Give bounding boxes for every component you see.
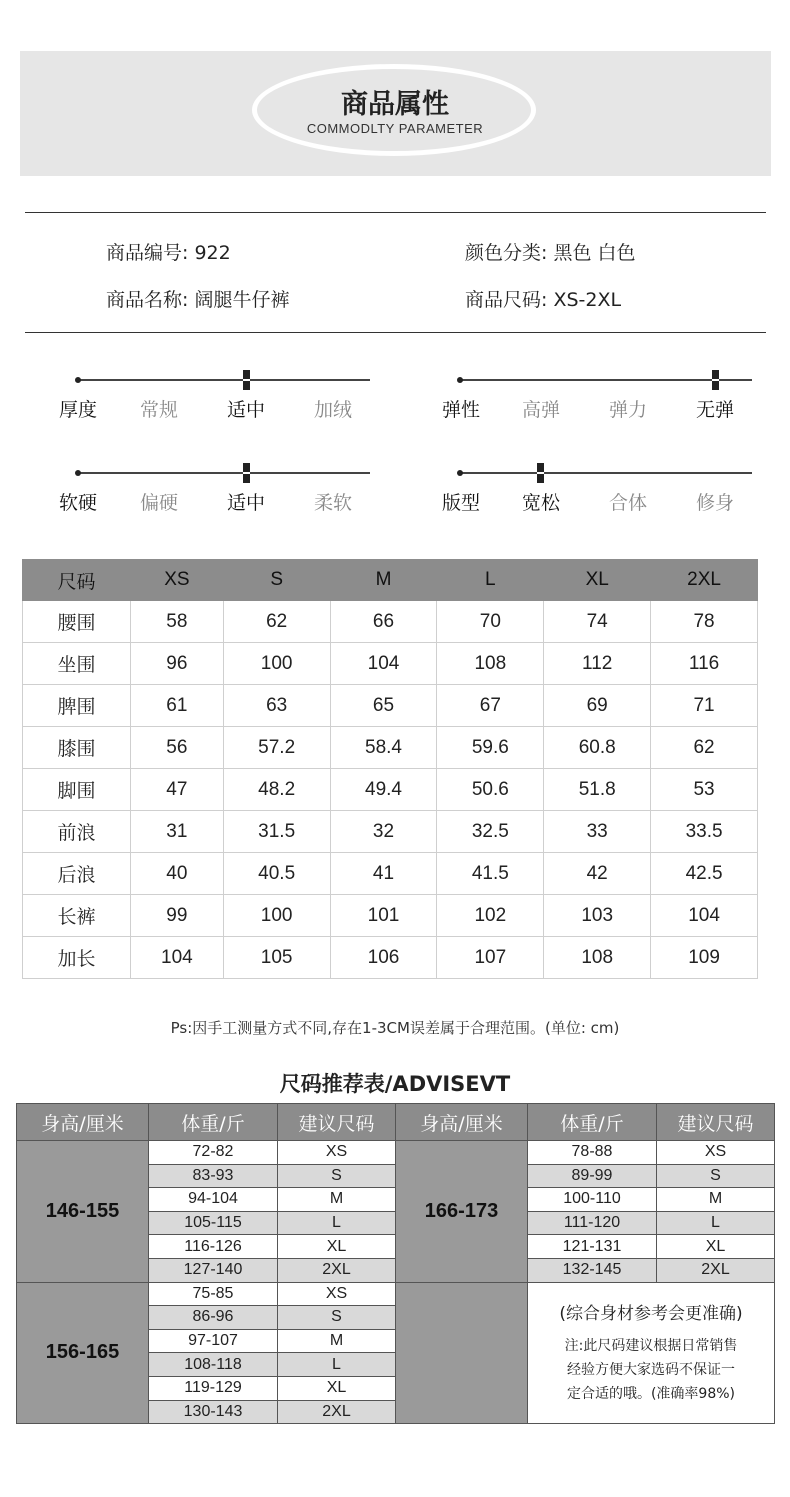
elasticity-scale-start-dot — [457, 377, 463, 383]
measurement-name: 腰围 — [23, 601, 131, 643]
recommended-size-cell: XS — [278, 1282, 396, 1306]
softness-option-medium: 适中 — [226, 492, 265, 514]
product-code-value: 922 — [194, 242, 231, 264]
size-value-cell: 105 — [223, 937, 330, 979]
table-row — [23, 853, 758, 895]
thickness-option-medium: 适中 — [226, 399, 265, 421]
size-value-cell: 59.6 — [437, 727, 544, 769]
size-value-cell: 99 — [131, 895, 224, 937]
weight-range-cell: 78-88 — [528, 1141, 657, 1165]
size-value-cell: 100 — [223, 895, 330, 937]
product-size-label: 商品尺码: — [465, 289, 548, 311]
table-row — [23, 769, 758, 811]
divider-top — [25, 212, 766, 213]
size-table-header — [23, 560, 758, 601]
weight-range-cell: 72-82 — [149, 1141, 278, 1165]
softness-scale-start-dot — [75, 470, 81, 476]
elasticity-option-none: 无弹 — [695, 399, 734, 421]
recommended-size-cell: S — [278, 1306, 396, 1330]
size-header-cell: M — [330, 560, 437, 601]
product-name-value: 阔腿牛仔裤 — [194, 289, 290, 311]
size-value-cell: 109 — [651, 937, 758, 979]
table-row — [23, 685, 758, 727]
size-value-cell: 42.5 — [651, 853, 758, 895]
measurement-note: Ps:因手工测量方式不同,存在1-3CM误差属于合理范围。(单位: cm) — [170, 1019, 620, 1037]
fit-option-loose: 宽松 — [521, 492, 560, 514]
recommended-size-cell: 2XL — [278, 1258, 396, 1282]
recommended-size-cell: L — [278, 1353, 396, 1377]
recommend-header-cell: 体重/斤 — [149, 1104, 278, 1141]
size-value-cell: 74 — [544, 601, 651, 643]
measurement-name: 坐围 — [23, 643, 131, 685]
thickness-scale-start-dot — [75, 377, 81, 383]
fit-scale-start-dot — [457, 470, 463, 476]
weight-range-cell: 127-140 — [149, 1258, 278, 1282]
table-row — [23, 643, 758, 685]
size-value-cell: 56 — [131, 727, 224, 769]
weight-range-cell: 108-118 — [149, 1353, 278, 1377]
note-line: 经验方便大家选码不保证一 — [567, 1362, 735, 1379]
product-color — [465, 238, 636, 265]
softness-option-firm: 偏硬 — [139, 492, 178, 514]
measurement-name: 脚围 — [23, 769, 131, 811]
size-header-cell: XL — [544, 560, 651, 601]
measurement-name: 后浪 — [23, 853, 131, 895]
size-value-cell: 31.5 — [223, 811, 330, 853]
size-value-cell: 65 — [330, 685, 437, 727]
size-value-cell: 78 — [651, 601, 758, 643]
size-value-cell: 104 — [330, 643, 437, 685]
weight-range-cell: 111-120 — [528, 1211, 657, 1235]
recommended-size-cell: S — [657, 1164, 775, 1188]
table-row — [17, 1282, 775, 1306]
product-color-label: 颜色分类: — [465, 242, 548, 264]
recommend-table-header — [17, 1104, 775, 1141]
size-value-cell: 67 — [437, 685, 544, 727]
size-value-cell: 108 — [544, 937, 651, 979]
recommend-note — [528, 1282, 775, 1424]
size-value-cell: 32.5 — [437, 811, 544, 853]
note-line: 注:此尺码建议根据日常销售 — [564, 1338, 738, 1355]
size-value-cell: 108 — [437, 643, 544, 685]
size-value-cell: 42 — [544, 853, 651, 895]
size-value-cell: 71 — [651, 685, 758, 727]
size-value-cell: 66 — [330, 601, 437, 643]
weight-range-cell: 94-104 — [149, 1188, 278, 1212]
size-value-cell: 51.8 — [544, 769, 651, 811]
softness-option-soft: 柔软 — [313, 492, 352, 514]
note-line: 定合适的哦。(准确率98%) — [566, 1386, 736, 1403]
weight-range-cell: 97-107 — [149, 1329, 278, 1353]
size-header-cell: L — [437, 560, 544, 601]
blank-cell — [396, 1282, 528, 1424]
elasticity-option-stretch: 弹力 — [608, 399, 647, 421]
weight-range-cell: 86-96 — [149, 1306, 278, 1330]
recommended-size-cell: L — [657, 1211, 775, 1235]
product-name — [106, 285, 289, 312]
measurement-name: 前浪 — [23, 811, 131, 853]
fit-option-slim: 修身 — [695, 492, 734, 514]
recommended-size-cell: XL — [278, 1235, 396, 1259]
size-value-cell: 47 — [131, 769, 224, 811]
size-value-cell: 107 — [437, 937, 544, 979]
divider-bottom — [25, 332, 766, 333]
size-value-cell: 33 — [544, 811, 651, 853]
size-value-cell: 58.4 — [330, 727, 437, 769]
table-row — [23, 811, 758, 853]
recommended-size-cell: M — [278, 1329, 396, 1353]
height-range-cell: 166-173 — [396, 1141, 528, 1283]
product-code — [106, 238, 231, 265]
size-value-cell: 103 — [544, 895, 651, 937]
recommended-size-cell: M — [657, 1188, 775, 1212]
elasticity-title: 弹性 — [441, 399, 480, 421]
product-code-label: 商品编号: — [106, 242, 189, 264]
size-value-cell: 70 — [437, 601, 544, 643]
recommended-size-cell: XL — [657, 1235, 775, 1259]
weight-range-cell: 105-115 — [149, 1211, 278, 1235]
weight-range-cell: 132-145 — [528, 1258, 657, 1282]
size-value-cell: 112 — [544, 643, 651, 685]
product-name-label: 商品名称: — [106, 289, 189, 311]
measurement-name: 长裤 — [23, 895, 131, 937]
thickness-scale-line — [78, 379, 370, 381]
weight-range-cell: 100-110 — [528, 1188, 657, 1212]
size-value-cell: 63 — [223, 685, 330, 727]
size-value-cell: 40.5 — [223, 853, 330, 895]
height-range-cell: 146-155 — [17, 1141, 149, 1283]
elasticity-scale-line — [460, 379, 752, 381]
size-value-cell: 41.5 — [437, 853, 544, 895]
recommended-size-cell: L — [278, 1211, 396, 1235]
size-header-cell: S — [223, 560, 330, 601]
size-value-cell: 33.5 — [651, 811, 758, 853]
size-value-cell: 53 — [651, 769, 758, 811]
thickness-scale-marker — [243, 370, 250, 390]
size-value-cell: 60.8 — [544, 727, 651, 769]
softness-scale-marker — [243, 463, 250, 483]
recommended-size-cell: M — [278, 1188, 396, 1212]
size-value-cell: 50.6 — [437, 769, 544, 811]
table-row — [23, 937, 758, 979]
weight-range-cell: 121-131 — [528, 1235, 657, 1259]
fit-title: 版型 — [441, 492, 480, 514]
size-value-cell: 61 — [131, 685, 224, 727]
table-row — [23, 895, 758, 937]
recommend-header-cell: 身高/厘米 — [17, 1104, 149, 1141]
table-row — [23, 601, 758, 643]
recommended-size-cell: XS — [657, 1141, 775, 1165]
weight-range-cell: 83-93 — [149, 1164, 278, 1188]
elasticity-scale-marker — [712, 370, 719, 390]
size-header-cell: XS — [131, 560, 224, 601]
size-value-cell: 32 — [330, 811, 437, 853]
size-value-cell: 62 — [223, 601, 330, 643]
weight-range-cell: 130-143 — [149, 1400, 278, 1424]
table-row — [23, 727, 758, 769]
recommend-header-cell: 建议尺码 — [278, 1104, 396, 1141]
size-value-cell: 102 — [437, 895, 544, 937]
table-row — [17, 1141, 775, 1165]
recommend-title: 尺码推荐表/ADVISEVT — [279, 1072, 511, 1096]
measurement-name: 加长 — [23, 937, 131, 979]
product-color-value: 黑色 白色 — [553, 242, 636, 264]
elasticity-option-high: 高弹 — [521, 399, 560, 421]
size-value-cell: 106 — [330, 937, 437, 979]
recommended-size-cell: 2XL — [657, 1258, 775, 1282]
measurement-name: 脾围 — [23, 685, 131, 727]
size-value-cell: 58 — [131, 601, 224, 643]
softness-title: 软硬 — [58, 492, 97, 514]
height-range-cell: 156-165 — [17, 1282, 149, 1424]
fit-option-regular: 合体 — [608, 492, 647, 514]
size-header-cell: 2XL — [651, 560, 758, 601]
weight-range-cell: 119-129 — [149, 1376, 278, 1400]
recommend-header-cell: 体重/斤 — [528, 1104, 657, 1141]
size-value-cell: 69 — [544, 685, 651, 727]
size-table — [22, 559, 758, 979]
size-value-cell: 96 — [131, 643, 224, 685]
size-value-cell: 48.2 — [223, 769, 330, 811]
weight-range-cell: 89-99 — [528, 1164, 657, 1188]
weight-range-cell: 116-126 — [149, 1235, 278, 1259]
size-value-cell: 41 — [330, 853, 437, 895]
weight-range-cell: 75-85 — [149, 1282, 278, 1306]
product-size-value: XS-2XL — [553, 289, 622, 311]
size-value-cell: 101 — [330, 895, 437, 937]
recommend-header-cell: 身高/厘米 — [396, 1104, 528, 1141]
size-value-cell: 116 — [651, 643, 758, 685]
thickness-option-regular: 常规 — [139, 399, 178, 421]
fit-scale-line — [460, 472, 752, 474]
recommended-size-cell: S — [278, 1164, 396, 1188]
size-value-cell: 62 — [651, 727, 758, 769]
size-value-cell: 31 — [131, 811, 224, 853]
fit-scale-marker — [537, 463, 544, 483]
size-value-cell: 49.4 — [330, 769, 437, 811]
banner-subtitle: COMMODLTY PARAMETER — [306, 121, 484, 136]
size-header-cell: 尺码 — [23, 560, 131, 601]
recommend-header-cell: 建议尺码 — [657, 1104, 775, 1141]
measurement-name: 膝围 — [23, 727, 131, 769]
size-value-cell: 104 — [131, 937, 224, 979]
thickness-option-fleece: 加绒 — [313, 399, 352, 421]
softness-scale-line — [78, 472, 370, 474]
note-main-text: (综合身材参考会更准确) — [559, 1304, 743, 1325]
size-value-cell: 40 — [131, 853, 224, 895]
recommended-size-cell: XS — [278, 1141, 396, 1165]
banner-title: 商品属性 — [341, 89, 449, 120]
thickness-title: 厚度 — [58, 399, 97, 421]
size-value-cell: 100 — [223, 643, 330, 685]
size-value-cell: 104 — [651, 895, 758, 937]
product-size — [465, 285, 621, 312]
recommended-size-cell: XL — [278, 1376, 396, 1400]
recommended-size-cell: 2XL — [278, 1400, 396, 1424]
recommend-table — [16, 1103, 775, 1424]
size-value-cell: 57.2 — [223, 727, 330, 769]
